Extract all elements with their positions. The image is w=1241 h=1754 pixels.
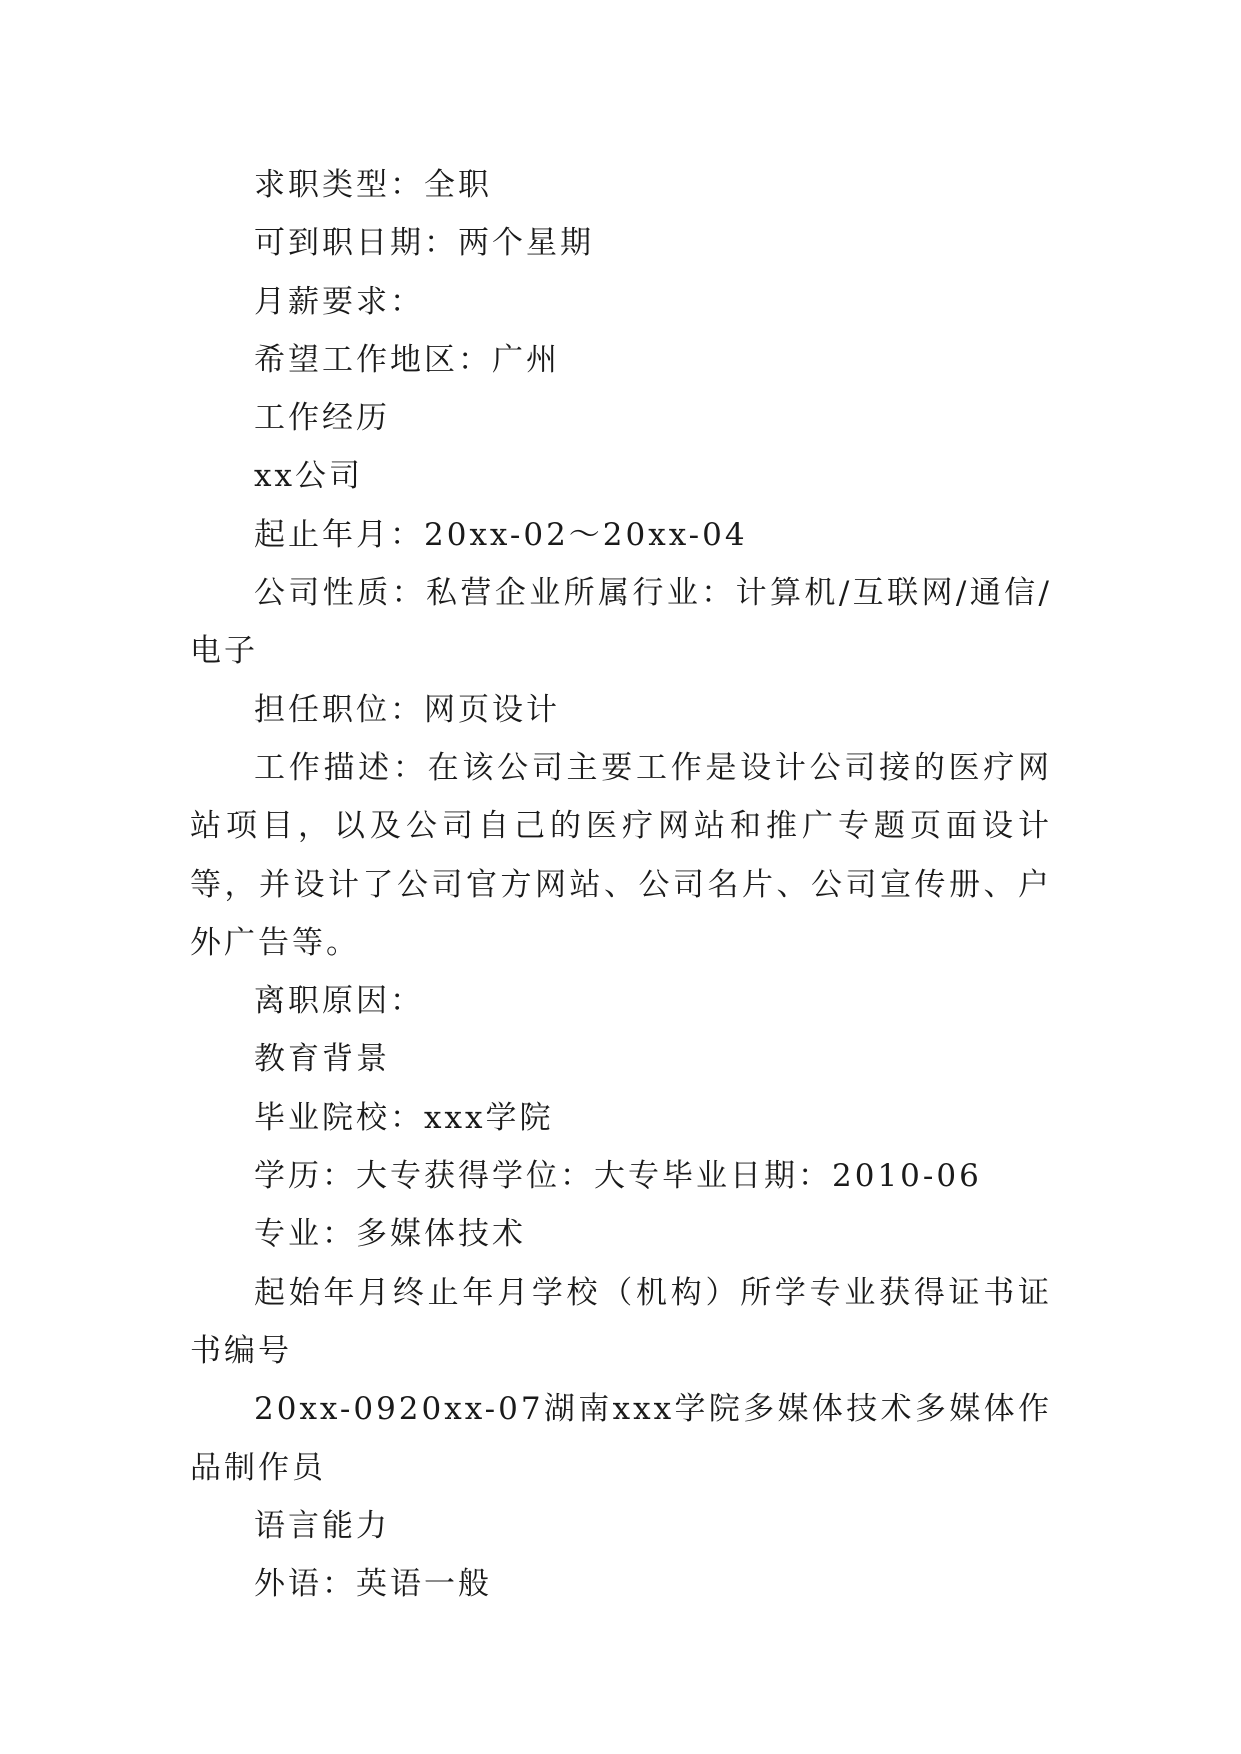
salary-line: 月薪要求： (254, 283, 424, 320)
education-heading: 教育背景 (254, 1041, 390, 1078)
school-line: 毕业院校：xxx学院 (254, 1099, 554, 1136)
start-date-line: 可到职日期：两个星期 (254, 225, 594, 262)
leaving-reason-line: 离职原因： (254, 983, 424, 1020)
company-name-line: xx公司 (254, 458, 363, 495)
degree-line: 学历：大专获得学位：大专毕业日期：2010-06 (254, 1158, 982, 1195)
employment-period-line: 起止年月：20xx-02～20xx-04 (254, 516, 748, 553)
position-line: 担任职位：网页设计 (254, 691, 560, 728)
work-experience-heading: 工作经历 (254, 400, 390, 437)
certificate-header-line: 起始年月终止年月学校（机构）所学专业获得证书证书编号 (190, 1274, 1052, 1369)
job-description-paragraph: 工作描述：在该公司主要工作是设计公司接的医疗网站项目，以及公司自己的医疗网站和推广专题页面设计等，并设计了公司官方网站、公司名片、公司宣传册、户外广告等。 (190, 749, 1052, 961)
foreign-language-line: 外语：英语一般 (254, 1566, 492, 1603)
company-nature-line: 公司性质：私营企业所属行业：计算机/互联网/通信/电子 (190, 575, 1052, 670)
certificate-entry-line: 20xx-0920xx-07湖南xxx学院多媒体技术多媒体作品制作员 (190, 1391, 1052, 1486)
language-heading: 语言能力 (254, 1507, 390, 1544)
document-body (190, 156, 1052, 1613)
job-type-line: 求职类型：全职 (254, 167, 492, 203)
major-line: 专业：多媒体技术 (254, 1216, 526, 1253)
work-location-line: 希望工作地区：广州 (254, 341, 560, 378)
